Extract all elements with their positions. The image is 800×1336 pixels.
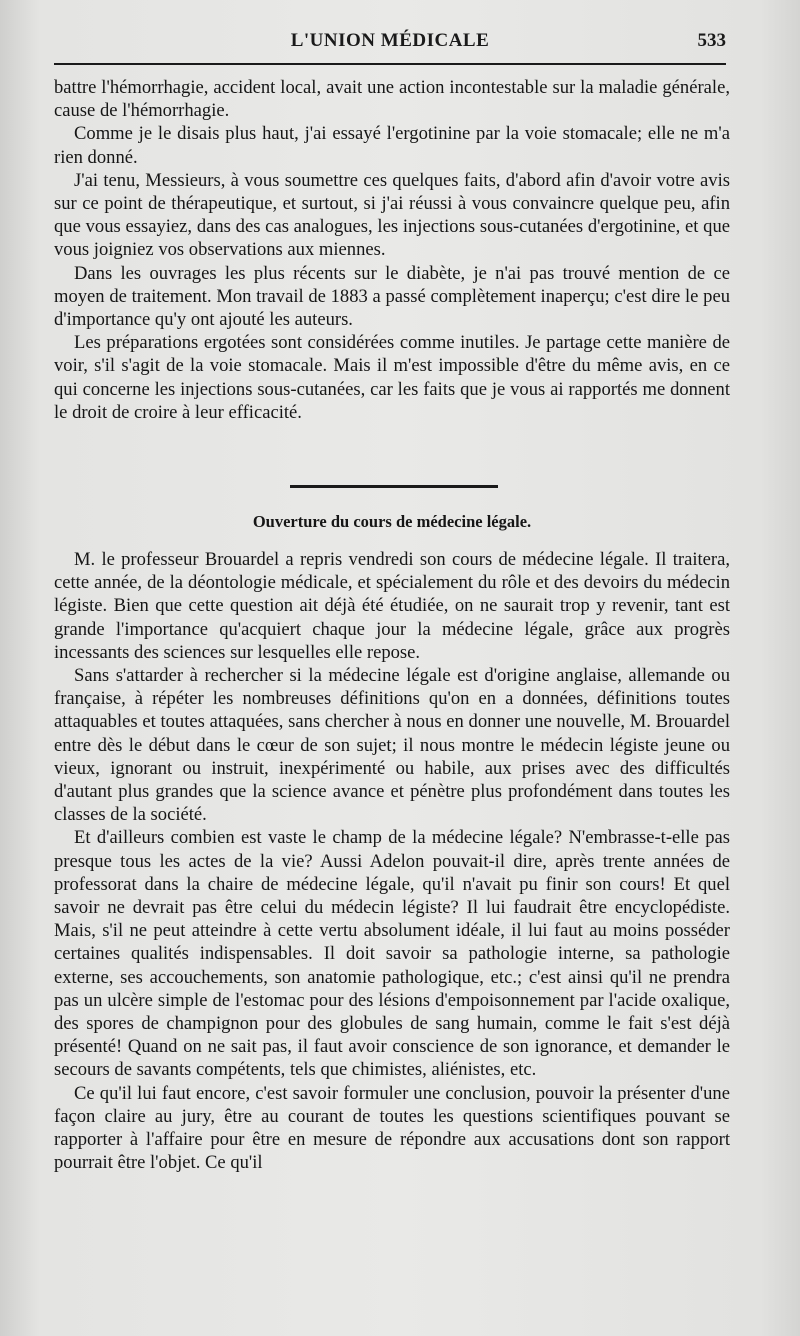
page-number: 533 [697,30,726,51]
paragraph: Dans les ouvrages les plus récents sur le diabète, je n'ai pas trouvé mention de ce moyen de traitement. Mon travail de 1883 a passé complètement inaperçu; c'est dire le peu d'importance qu'y ont ajouté les auteurs. [54,262,730,331]
running-title: L'UNION MÉDICALE [290,30,490,51]
paragraph: Et d'ailleurs combien est vaste le champ de la médecine légale? N'embrasse-t-elle pas presque tous les actes de la vie? Aussi Adelon pouvait-il dire, après trente années de professorat dans la chaire de médecine légale, qu'il n'avait pu finir son cours! Et quel savoir ne devrait pas être celui du médecin légiste? Il lui faudrait être encyclopédiste. Mais, s'il ne peut atteindre à cette vertu absolument idéale, il lui faut au moins posséder certaines qualités indispensables. Il doit savoir sa pathologie interne, sa pathologie externe, ses accouchements, son anatomie pathologique, etc.; c'est ainsi qu'il ne prendra pas un ulcère simple de l'estomac pour des lésions d'empoisonnement par l'acide oxalique, des spores de champignon pour des globules de sang humain, comme le fait s'est déjà présenté! Quand on ne sait pas, il faut avoir conscience de son ignorance, et demander le secours de savants compétents, tels que chimistes, aliénistes, etc. [54,827,730,1081]
paragraph: J'ai tenu, Messieurs, à vous soumettre ces quelques faits, d'abord afin d'avoir votre avis sur ce point de thérapeutique, et surtout, si j'ai réussi à vous convaincre quelque peu, afin que vous essayiez, dans des cas analogues, les injections sous-cutanées d'ergotinine, et que vous joigniez vos observations aux miennes. [54,169,730,261]
paragraph: Sans s'attarder à rechercher si la médecine légale est d'origine anglaise, allemande ou française, à répéter les nombreuses définitions qu'on en a données, définitions toutes attaquables et toutes attaquées, sans chercher à nous en donner une nouvelle, M. Brouardel entre dès le début dans le cœur de son sujet; il nous montre le médecin légiste jeune ou vieux, ignorant ou instruit, inexpérimenté ou habile, aux prises avec des difficultés d'autant plus grandes que la science avance et pénètre plus profondément dans toutes les classes de la société. [54,665,730,826]
paragraph: M. le professeur Brouardel a repris vendredi son cours de médecine légale. Il traitera, cette année, de la déontologie médicale, et spécialement du rôle et des devoirs du médecin légiste. Bien que cette question ait déjà été étudiée, on ne saurait trop y revenir, tant est grande l'importance qu'acquiert chaque jour la médecine légale, grâce aux progrès incessants des sciences sur lesquelles elle repose. [54,549,730,663]
section-title: Ouverture du cours de médecine légale. [252,512,532,531]
section-text-block [54,548,730,1174]
paragraph: battre l'hémorrhagie, accident local, avait une action incontestable sur la maladie générale, cause de l'hémorrhagie. [54,77,730,122]
paragraph: Ce qu'il lui faut encore, c'est savoir formuler une conclusion, pouvoir la présenter d'une façon claire au jury, être au courant de toutes les questions scientifiques pouvant se rapporter à l'affaire pour être en mesure de répondre aux accusations dont son rapport pourrait être l'objet. Ce qu'il [54,1082,730,1174]
header-rule [54,63,726,65]
paragraph: Les préparations ergotées sont considérées comme inutiles. Je partage cette manière de voir, s'il s'agit de la voie stomacale. Mais il m'est impossible d'être du même avis, en ce qui concerne les injections sous-cutanées, car les faits que je vous ai rapportés me donnent le droit de croire à leur efficacité. [54,332,730,423]
page-header [54,30,726,60]
top-text-block [54,76,730,424]
section-separator [290,485,498,488]
paragraph: Comme je le disais plus haut, j'ai essayé l'ergotinine par la voie stomacale; elle ne m'a rien donné. [54,123,730,168]
